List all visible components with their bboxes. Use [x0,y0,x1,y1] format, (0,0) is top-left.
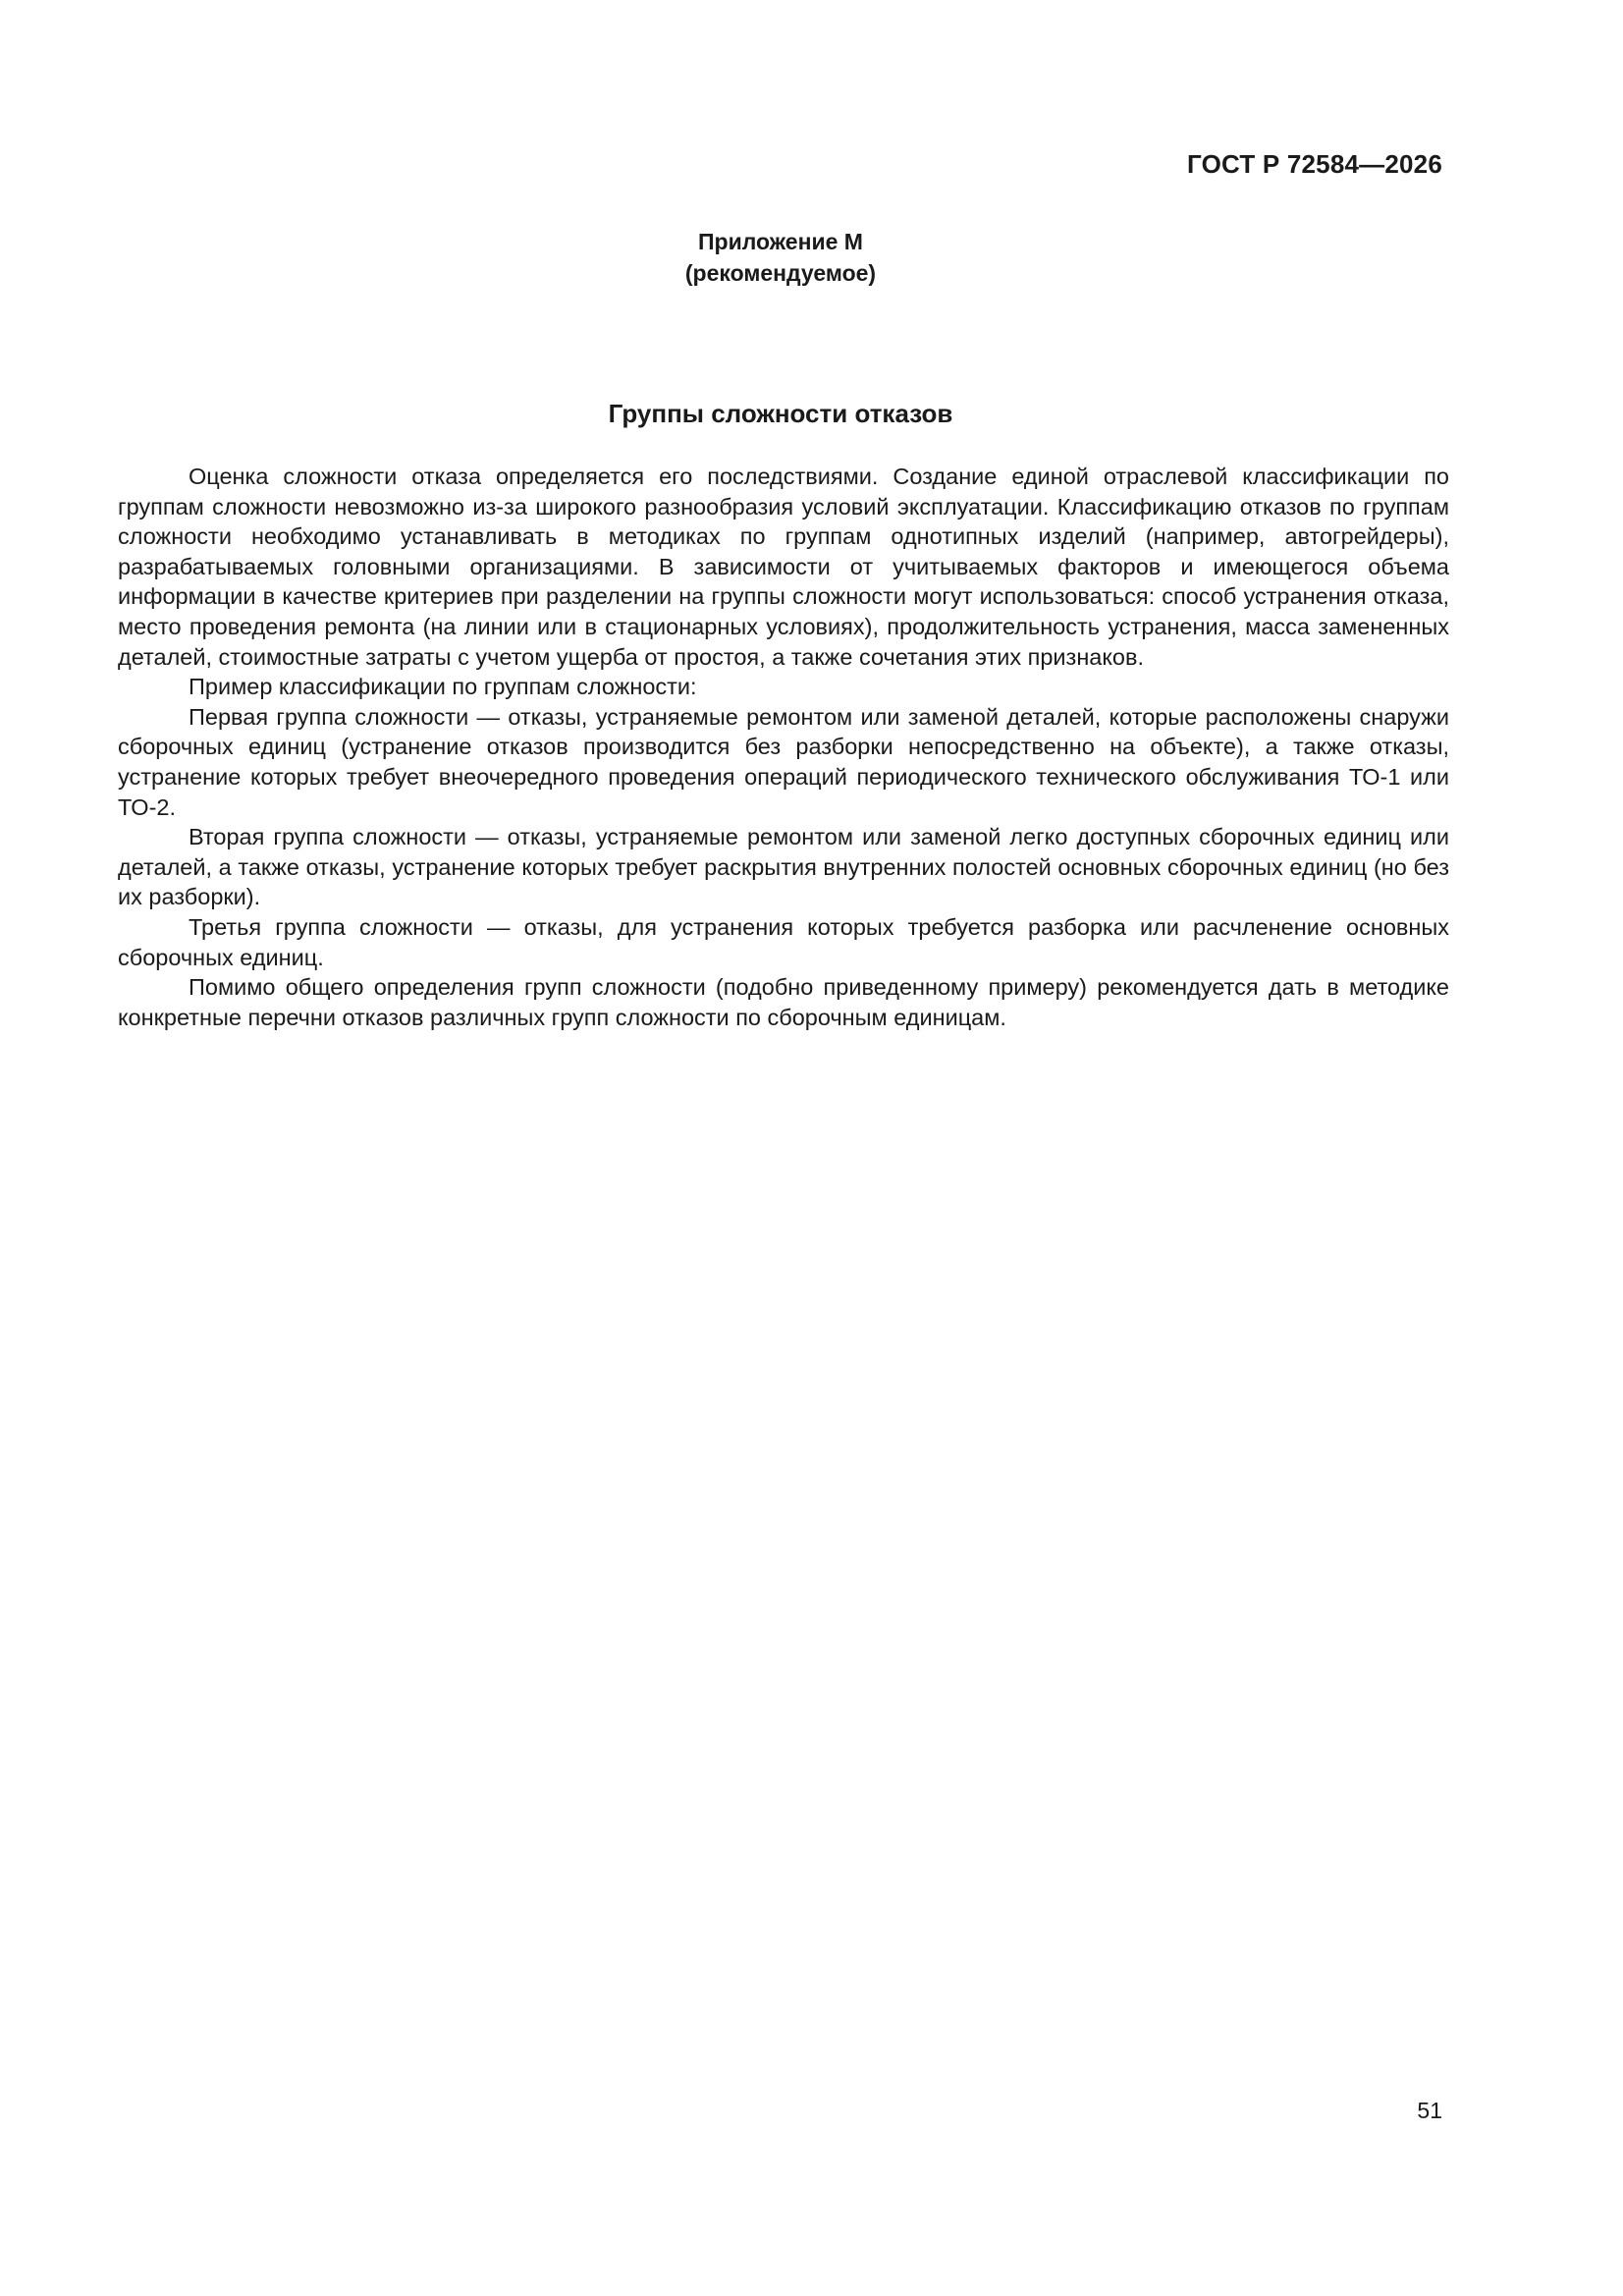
paragraph: Помимо общего определения групп сложности (подобно приведенному примеру) рекомендуется дать в методике конкретные перечни отказов различных групп сложности по сборочным единицам. [118,974,1449,1030]
paragraph: Первая группа сложности — отказы, устраняемые ремонтом или заменой деталей, которые расположены снаружи сборочных единиц (устранение отказов производится без разборки непосредственно на объекте), а также отказы, устранение которых требует внеочередного проведения операций периодического технического обслуживания ТО-1 или ТО-2. [118,703,1449,820]
paragraph: Третья группа сложности — отказы, для устранения которых требуется разборка или расчленение основных сборочных единиц. [118,913,1449,970]
appendix-status: (рекомендуемое) [684,260,877,286]
paragraph: Вторая группа сложности — отказы, устраняемые ремонтом или заменой легко доступных сборочных единиц или деталей, а также отказы, устранение которых требует раскрытия внутренних полостей основных сборочных единиц (но без их разборки). [118,824,1449,910]
paragraph: Оценка сложности отказа определяется его последствиями. Создание единой отраслевой классификации по группам сложности невозможно из-за широкого разнообразия условий эксплуатации. Классификацию отказов по группам сложности необходимо устанавливать в методиках по группам однотипных изделий (например, автогрейдеры), разрабатываемых головными организациями. В зависимости от учитываемых факторов и имеющегося объема информации в качестве критериев при разделении на группы сложности могут использоваться: способ устранения отказа, место проведения ремонта (на линии или в стационарных условиях), продолжительность устранения, масса замененных деталей, стоимостные затраты с учетом ущерба от простоя, а также сочетания этих признаков. [118,464,1449,670]
page-number: 51 [1417,2098,1442,2123]
body-text [118,462,1449,1032]
document-designation: ГОСТ Р 72584—2026 [1187,149,1442,179]
appendix-heading [0,226,1561,289]
appendix-title: Приложение М [698,229,863,254]
paragraph: Пример классификации по группам сложности: [189,674,697,700]
section-title: Группы сложности отказов [608,399,953,428]
